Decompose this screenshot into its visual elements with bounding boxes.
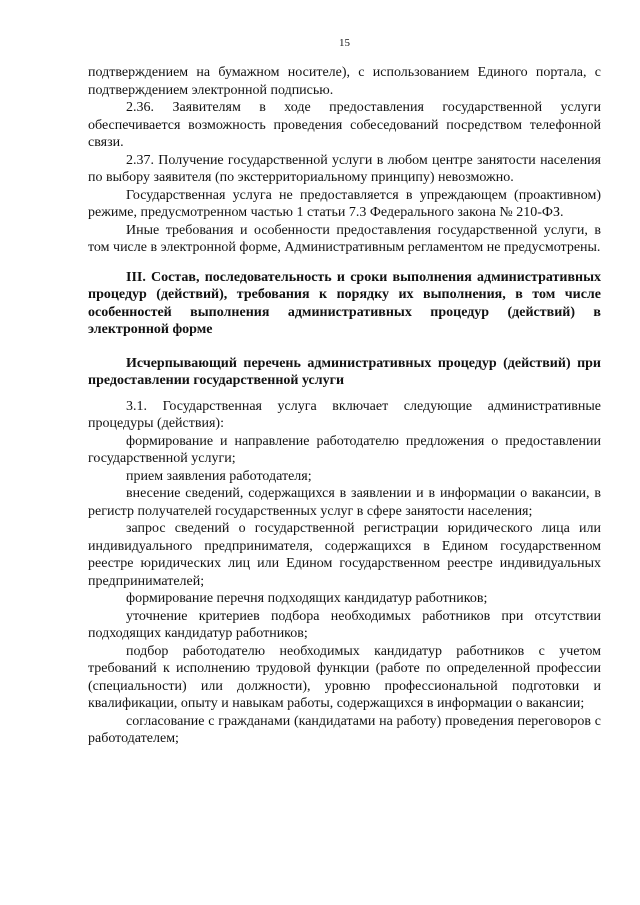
list-item: согласование с гражданами (кандидатами на работу) проведения переговоров с работодателем; [88,713,601,746]
spacer [88,390,601,398]
paragraph: 2.36. Заявителям в ходе предоставления государственной услуги обеспечивается возможность проведения собеседований посредством телефонной связи. [88,100,601,150]
section-heading: III. Состав, последовательность и сроки выполнения административных процедур (действий), требования к порядку их выполнения, в том числе особенностей выполнения административных процедур (действий) в электронной форме [88,269,601,337]
paragraph: 2.37. Получение государственной услуги в любом центре занятости населения по выбору заявителя (по экстерриториальному принципу) невозможно. [88,152,601,185]
list-item: прием заявления работодателя; [126,468,312,484]
page-number: 15 [339,37,350,49]
list-item: внесение сведений, содержащихся в заявлении и в информации о вакансии, в регистр получателей государственных услуг в сфере занятости населения; [88,486,601,519]
list-item: формирование перечня подходящих кандидатур работников; [126,591,488,606]
list-item: подбор работодателю необходимых кандидатур работников с учетом требований к исполнению трудовой функции (работе по определенной профессии (специальности) или должности), уровню профессиональной подготовки и квалификации, опыту и навыкам работы, содержащихся в информации о вакансии; [88,643,601,711]
paragraph: 3.1. Государственная услуга включает следующие административные процедуры (действия): [88,398,601,431]
paragraph: Иные требования и особенности предоставления государственной услуги, в том числе в электронной форме, Административным регламентом не предусмотрены. [88,222,601,255]
list-item: формирование и направление работодателю предложения о предоставлении государственной услуги; [88,433,601,466]
list-item: запрос сведений о государственной регистрации юридического лица или индивидуального предпринимателя, содержащихся в Едином государственном реестре юридических лиц или Едином государственном реестре индивидуальных предпринимателей; [88,521,601,589]
list-item: уточнение критериев подбора необходимых работников при отсутствии подходящих кандидатур работников; [88,608,601,641]
paragraph: подтверждением на бумажном носителе), с использованием Единого портала, с подтверждением электронной подписью. [88,65,601,98]
subsection-heading: Исчерпывающий перечень административных процедур (действий) при предоставлении государственной услуги [88,355,601,388]
paragraph: Государственная услуга не предоставляется в упреждающем (проактивном) режиме, предусмотренном частью 1 статьи 7.3 Федерального закона № 210-ФЗ. [88,187,601,220]
